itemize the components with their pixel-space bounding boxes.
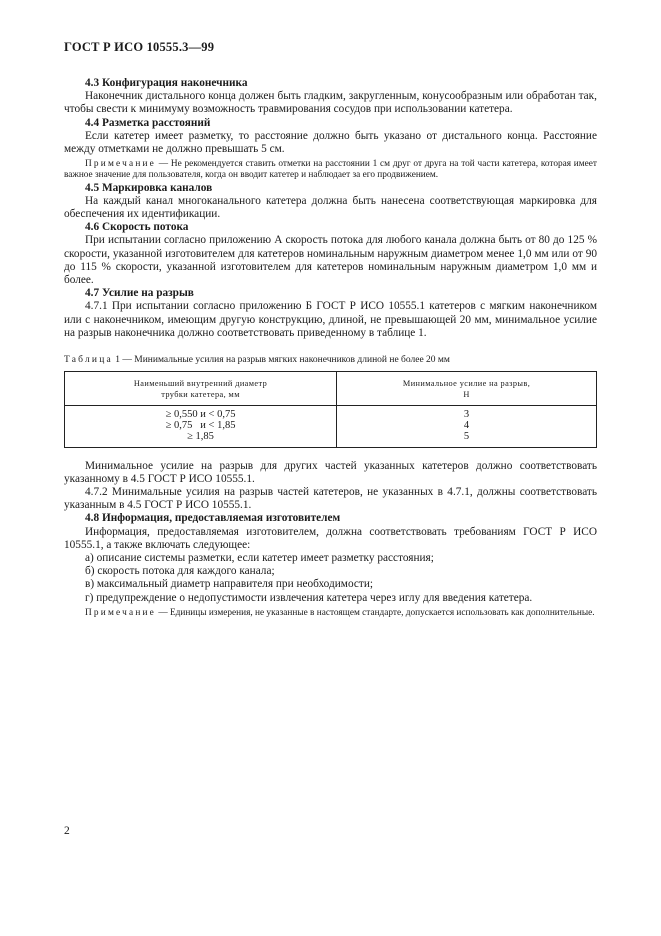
table-header-diameter: Наименьший внутренний диаметр трубки катетера, мм <box>65 372 337 406</box>
note-text: — Единицы измерения, не указанные в настоящем стандарте, допускается использовать как дополнительные. <box>156 607 595 618</box>
section-4-4-text: Если катетер имеет разметку, то расстояние должно быть указано от дистального конца. Расстояние между отметками не должно превышать 5 см. <box>64 129 597 156</box>
section-4-6-text: При испытании согласно приложению А скорость потока для любого канала должна быть от 80 до 125 % скорости, указанной изготовителем для катетеров номинальным наружным диаметром менее 1,0 мм или от 90 до 115 % скорости, указанной изготовителем для катетеров номинальным наружным диаметром 1,0 мм и более. <box>64 234 597 287</box>
section-4-4-heading: 4.4 Разметка расстояний <box>85 116 211 129</box>
section-4-7-1-text: 4.7.1 При испытании согласно приложению Б ГОСТ Р ИСО 10555.1 катетеров с мягким наконечником или с наконечником, имеющим другую конструкцию, длиной, не превышающей 20 мм, минимальное усилие на разрыв наконечника должно соответствовать приведенному в таблице 1. <box>64 300 597 339</box>
section-4-3-text: Наконечник дистального конца должен быть гладким, закругленным, конусообразным или обработан так, чтобы свести к минимуму возможность травмирования сосудов при использовании катетера. <box>64 90 597 116</box>
table-row <box>65 406 597 447</box>
note-label: Примечание <box>85 607 156 618</box>
section-4-7-1-after-table: Минимальное усилие на разрыв для других частей указанных катетеров должно соответствовать указанному в 4.5 ГОСТ Р ИСО 10555.1. <box>64 459 597 485</box>
section-4-7-heading: 4.7 Усилие на разрыв <box>85 287 194 300</box>
table-label: Таблица <box>64 355 113 366</box>
section-4-5-text: На каждый канал многоканального катетера должна быть нанесена соответствующая маркировка для обеспечения их идентификации. <box>64 194 597 221</box>
table-cell-forces: 3 4 5 <box>337 406 597 447</box>
section-4-8-text: Информация, предоставляемая изготовителем, должна соответствовать требованиям ГОСТ Р ИСО 10555.1, а также включать следующее: <box>64 525 597 551</box>
list-item: в) максимальный диаметр направителя при необходимости; <box>85 578 374 591</box>
table-caption-text: 1 — Минимальные усилия на разрыв мягких наконечников длиной не более 20 мм <box>112 355 450 366</box>
document-header: ГОСТ Р ИСО 10555.3—99 <box>64 40 215 54</box>
section-4-3-heading: 4.3 Конфигурация наконечника <box>85 77 248 89</box>
note-text: — Не рекомендуется ставить отметки на расстоянии 1 см друг от друга на той части катетера, которая имеет важное значение для пользователя, когда он вводит катетер и наблюдает за его продвижением. <box>64 159 597 181</box>
list-item: а) описание системы разметки, если катетер имеет разметку расстояния; <box>85 552 434 565</box>
section-4-4-note <box>64 159 597 181</box>
section-4-8-note <box>64 608 597 619</box>
note-label: Примечание <box>85 159 156 170</box>
table-caption <box>64 354 597 367</box>
page-number: 2 <box>64 825 70 837</box>
section-4-7-2-text: 4.7.2 Минимальные усилия на разрыв частей катетеров, не указанных в 4.7.1, должны соответствовать указанным в 4.5 ГОСТ Р ИСО 10555.1. <box>64 486 597 512</box>
document-body <box>64 77 597 619</box>
table-header-force: Минимальное усилие на разрыв, Н <box>337 372 597 406</box>
table-1 <box>64 371 597 447</box>
list-item: б) скорость потока для каждого канала; <box>85 565 275 578</box>
table-cell-diameters: ≥ 0,550 и < 0,75 ≥ 0,75 и < 1,85 ≥ 1,85 <box>65 406 337 447</box>
section-4-6-heading: 4.6 Скорость потока <box>85 221 189 234</box>
table-header-row <box>65 372 597 406</box>
section-4-5-heading: 4.5 Маркировка каналов <box>85 181 213 194</box>
section-4-8-heading: 4.8 Информация, предоставляемая изготовителем <box>85 512 341 525</box>
list-item: г) предупреждение о недопустимости извлечения катетера через иглу для введения катетера. <box>85 591 533 604</box>
